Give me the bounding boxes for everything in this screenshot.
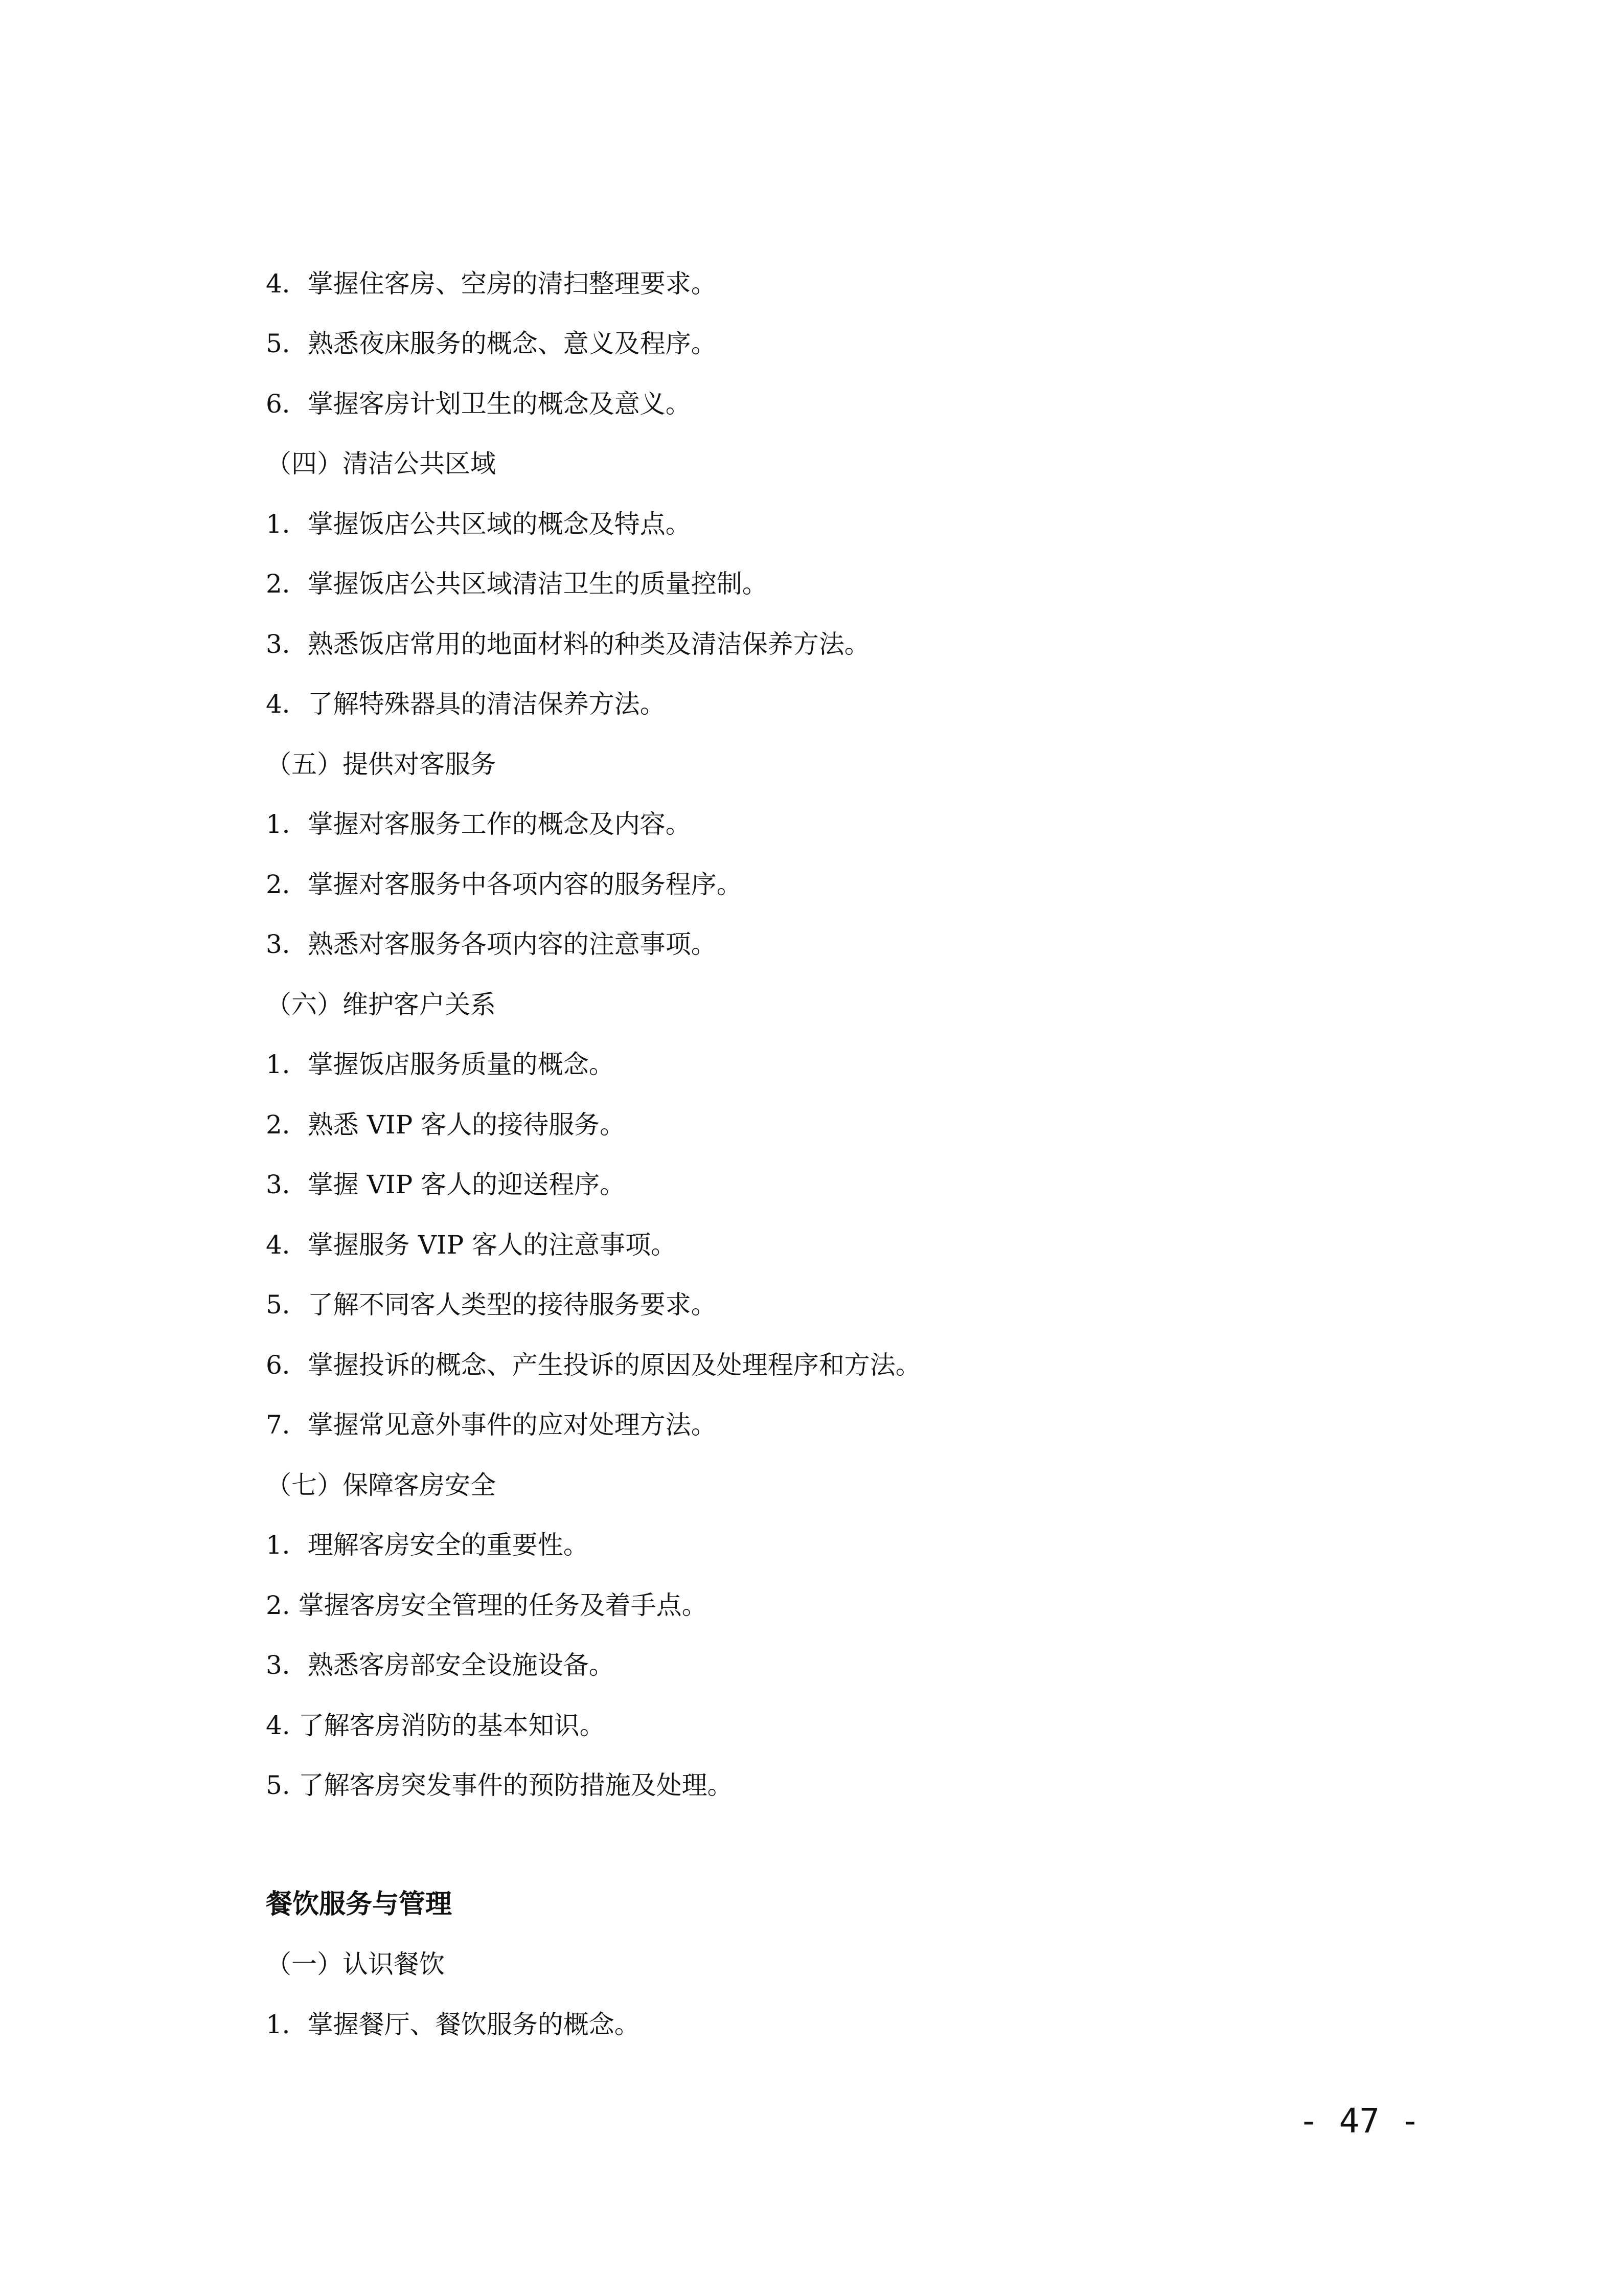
list-item-complaints: 6．掌握投诉的概念、产生投诉的原因及处理程序和方法。 xyxy=(266,1350,921,1380)
subsection-title-room-safety: （七）保障客房安全 xyxy=(266,1470,496,1500)
list-item-floor-materials: 3．熟悉饭店常用的地面材料的种类及清洁保养方法。 xyxy=(266,629,870,659)
list-item-safety-importance: 1．理解客房安全的重要性。 xyxy=(266,1530,589,1560)
page-number: - 47 - xyxy=(1298,2101,1421,2141)
list-item-special-equipment: 4．了解特殊器具的清洁保养方法。 xyxy=(266,689,666,719)
list-item-clean-requirements: 4．掌握住客房、空房的清扫整理要求。 xyxy=(266,269,717,299)
list-item-public-area-concept: 1．掌握饭店公共区域的概念及特点。 xyxy=(266,509,691,539)
subsection-title-guest-service: （五）提供对客服务 xyxy=(266,749,496,779)
list-item-public-area-quality: 2．掌握饭店公共区域清洁卫生的质量控制。 xyxy=(266,569,768,599)
section-heading: 餐饮服务与管理 xyxy=(266,1889,452,1920)
list-item-fire-protection: 4. 了解客房消防的基本知识。 xyxy=(266,1711,605,1740)
list-item-emergency-measures: 5. 了解客房突发事件的预防措施及处理。 xyxy=(266,1770,733,1800)
list-item-guest-service-concept: 1．掌握对客服务工作的概念及内容。 xyxy=(266,809,691,839)
list-item-planned-hygiene: 6．掌握客房计划卫生的概念及意义。 xyxy=(266,389,691,419)
list-item-vip-procedure: 3．掌握 VIP 客人的迎送程序。 xyxy=(266,1170,626,1199)
subsection-title-public-areas: （四）清洁公共区域 xyxy=(266,449,496,479)
list-item-restaurant-concept: 1．掌握餐厅、餐饮服务的概念。 xyxy=(266,2010,640,2039)
list-item-safety-management: 2. 掌握客房安全管理的任务及着手点。 xyxy=(266,1590,707,1620)
subsection-title-catering-intro: （一）认识餐饮 xyxy=(266,1949,445,1979)
list-item-turndown-service: 5．熟悉夜床服务的概念、意义及程序。 xyxy=(266,329,717,358)
subsection-title-customer-relations: （六）维护客户关系 xyxy=(266,990,496,1019)
list-item-safety-equipment: 3．熟悉客房部安全设施设备。 xyxy=(266,1650,614,1680)
list-item-guest-types: 5．了解不同客人类型的接待服务要求。 xyxy=(266,1290,717,1320)
list-item-service-notes: 3．熟悉对客服务各项内容的注意事项。 xyxy=(266,929,717,959)
list-item-vip-reception: 2．熟悉 VIP 客人的接待服务。 xyxy=(266,1110,626,1140)
list-item-vip-notes: 4．掌握服务 VIP 客人的注意事项。 xyxy=(266,1230,677,1260)
list-item-accidents: 7．掌握常见意外事件的应对处理方法。 xyxy=(266,1410,717,1440)
list-item-service-procedures: 2．掌握对客服务中各项内容的服务程序。 xyxy=(266,870,742,899)
list-item-service-quality: 1．掌握饭店服务质量的概念。 xyxy=(266,1050,614,1079)
